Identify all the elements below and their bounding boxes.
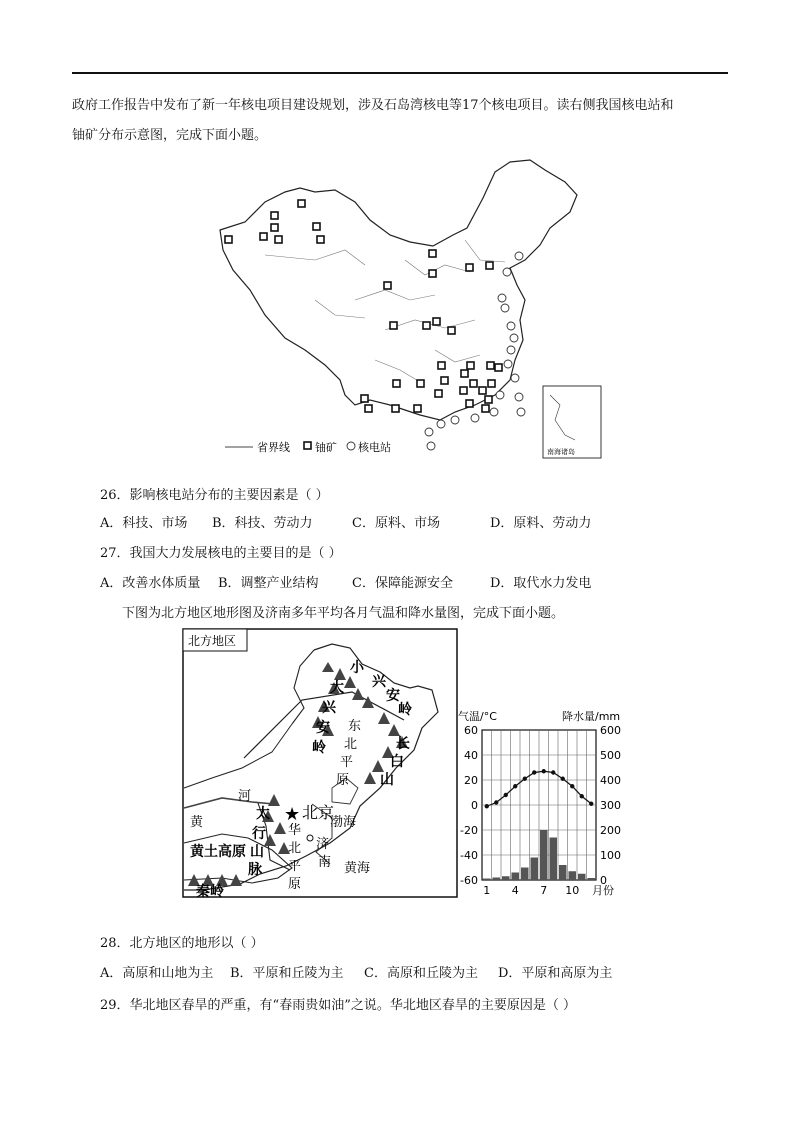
temp-point — [523, 777, 527, 781]
label-dongbei-pingyuan-1: 东 — [348, 719, 362, 734]
q26-option-b[interactable]: B．科技、劳动力 — [212, 516, 313, 531]
label-da-xing-an-ling-3: 安 — [316, 720, 330, 736]
label-da-xing-an-ling-4: 岭 — [312, 740, 326, 756]
month-ticks — [483, 884, 614, 897]
temp-point — [561, 777, 565, 781]
label-taihang-1: 太 — [256, 806, 270, 822]
temp-point — [542, 769, 546, 773]
label-xiao-xing-an-ling-4: 岭 — [398, 702, 412, 718]
temp-axis-label: 气温/°C — [458, 710, 497, 723]
label-dongbei-pingyuan-4: 原 — [336, 773, 350, 788]
label-huang: 黄 — [190, 815, 204, 830]
precip-axis-label: 降水量/mm — [562, 710, 621, 723]
q26-option-d[interactable]: D．原料、劳动力 — [490, 516, 592, 531]
temp-point — [485, 804, 489, 808]
q28-option-b[interactable]: B．平原和丘陵为主 — [230, 966, 344, 981]
precip-ticks — [600, 724, 621, 887]
precip-bar — [559, 865, 567, 880]
temp-tick-label: 60 — [464, 724, 478, 737]
north-china-terrain-map — [182, 628, 458, 898]
legend-nuclear: 核电站 — [358, 441, 391, 454]
label-huangtu-gaoyuan: 黄土高原 — [190, 844, 246, 860]
precip-bar — [550, 838, 558, 881]
temp-point — [551, 770, 555, 774]
q27-option-b[interactable]: B．调整产业结构 — [218, 576, 319, 591]
month-tick-label: 10 — [565, 884, 580, 897]
precip-bar — [502, 876, 510, 880]
q29-stem: 29．华北地区春旱的严重，有“春雨贵如油”之说。华北地区春旱的主要原因是（ ） — [100, 998, 576, 1013]
month-tick-label: 4 — [511, 884, 519, 897]
precip-bar — [493, 878, 501, 881]
precip-tick-label: 200 — [600, 824, 621, 837]
q27-option-c[interactable]: C．保障能源安全 — [352, 576, 453, 591]
jinan-climate-chart — [456, 706, 632, 902]
temp-point — [513, 784, 517, 788]
precip-tick-label: 100 — [600, 849, 621, 862]
temp-tick-label: 40 — [464, 749, 478, 762]
precip-tick-label: 0 — [600, 874, 607, 887]
q28-stem: 28．北方地区的地形以（ ） — [100, 936, 264, 951]
q28-option-d[interactable]: D．平原和高原为主 — [498, 966, 613, 981]
label-bohai: 渤海 — [330, 815, 357, 830]
q26-stem: 26．影响核电站分布的主要因素是（ ） — [100, 488, 329, 503]
label-xiao-xing-an-ling-3: 安 — [386, 688, 400, 704]
label-taihang-3: 山 — [250, 844, 264, 860]
precip-tick-label: 300 — [600, 799, 621, 812]
inset-label: 南海诸岛 — [547, 448, 575, 456]
month-unit-label: 月份 — [592, 884, 614, 897]
jinan-dot — [307, 835, 313, 841]
precip-bar — [540, 830, 548, 880]
intro-line-1: 政府工作报告中发布了新一年核电项目建设规划，涉及石岛湾核电等17个核电项目。读右侧我国核电站和 — [72, 98, 674, 113]
label-dongbei-pingyuan-3: 平 — [340, 755, 354, 770]
q28-option-c[interactable]: C．高原和丘陵为主 — [364, 966, 478, 981]
label-taihang-2: 行 — [252, 826, 266, 842]
label-huabei-pingyuan-2: 北 — [288, 841, 302, 856]
temp-point — [504, 793, 508, 797]
climate-grid — [482, 730, 596, 880]
temp-ticks — [460, 724, 478, 887]
temp-point — [589, 802, 593, 806]
temp-point — [494, 800, 498, 804]
precip-bar — [512, 873, 520, 881]
label-jinan-2: 南 — [318, 855, 332, 870]
q27-option-a[interactable]: A．改善水体质量 — [100, 576, 201, 591]
precip-bar — [569, 871, 577, 880]
label-beijing: 北京 — [302, 803, 335, 822]
precip-bar — [578, 874, 586, 880]
label-huabei-pingyuan-1: 华 — [288, 823, 302, 838]
q26-option-c[interactable]: C．原料、市场 — [352, 516, 440, 531]
china-nuclear-uranium-map — [205, 150, 605, 462]
precip-bar — [531, 858, 539, 881]
month-tick-label: 1 — [483, 884, 491, 897]
temp-tick-label: 0 — [471, 799, 478, 812]
precip-tick-label: 400 — [600, 774, 621, 787]
temp-tick-label: 20 — [464, 774, 478, 787]
intro-line-2: 铀矿分布示意图，完成下面小题。 — [72, 128, 268, 143]
q27-option-d[interactable]: D．取代水力发电 — [490, 576, 592, 591]
temp-point — [580, 794, 584, 798]
q27-stem: 27．我国大力发展核电的主要目的是（ ） — [100, 546, 342, 561]
temp-tick-label: -60 — [460, 874, 478, 887]
label-huabei-pingyuan-4: 原 — [288, 877, 302, 892]
label-xiao-xing-an-ling-2: 兴 — [372, 674, 386, 690]
header-rule — [72, 72, 728, 74]
label-huabei-pingyuan-3: 平 — [288, 859, 302, 874]
legend-uranium: 铀矿 — [315, 441, 337, 454]
precip-bar — [588, 878, 596, 880]
legend-boundary: 省界线 — [257, 441, 290, 454]
precip-bar — [483, 879, 491, 881]
label-he: 河 — [238, 789, 252, 804]
q26-option-a[interactable]: A．科技、市场 — [100, 516, 188, 531]
precip-tick-label: 600 — [600, 724, 621, 737]
label-xiao-xing-an-ling-1: 小 — [350, 660, 364, 676]
label-chang-bai-shan-2: 白 — [390, 754, 404, 770]
label-da-xing-an-ling-1: 大 — [330, 680, 344, 696]
intro-2: 下图为北方地区地形图及济南多年平均各月气温和降水量图，完成下面小题。 — [122, 606, 565, 621]
label-huanghai: 黄海 — [344, 861, 371, 876]
label-dongbei-pingyuan-2: 北 — [344, 737, 358, 752]
label-chang-bai-shan-3: 山 — [380, 772, 394, 788]
q28-option-a[interactable]: A．高原和山地为主 — [100, 966, 214, 981]
label-jinan-1: 济 — [316, 837, 330, 852]
temp-tick-label: -20 — [460, 824, 478, 837]
temp-tick-label: -40 — [460, 849, 478, 862]
month-tick-label: 7 — [540, 884, 548, 897]
map2-title: 北方地区 — [188, 634, 237, 648]
temp-point — [532, 770, 536, 774]
label-taihang-4: 脉 — [248, 862, 262, 878]
label-da-xing-an-ling-2: 兴 — [322, 700, 336, 716]
precip-tick-label: 500 — [600, 749, 621, 762]
beijing-star-icon: ★ — [284, 804, 301, 825]
nuclear-plant-markers — [425, 252, 525, 450]
label-qinling: 秦岭 — [196, 884, 224, 898]
label-chang-bai-shan-1: 长 — [396, 736, 410, 752]
temp-point — [570, 784, 574, 788]
precip-bar — [521, 868, 529, 881]
